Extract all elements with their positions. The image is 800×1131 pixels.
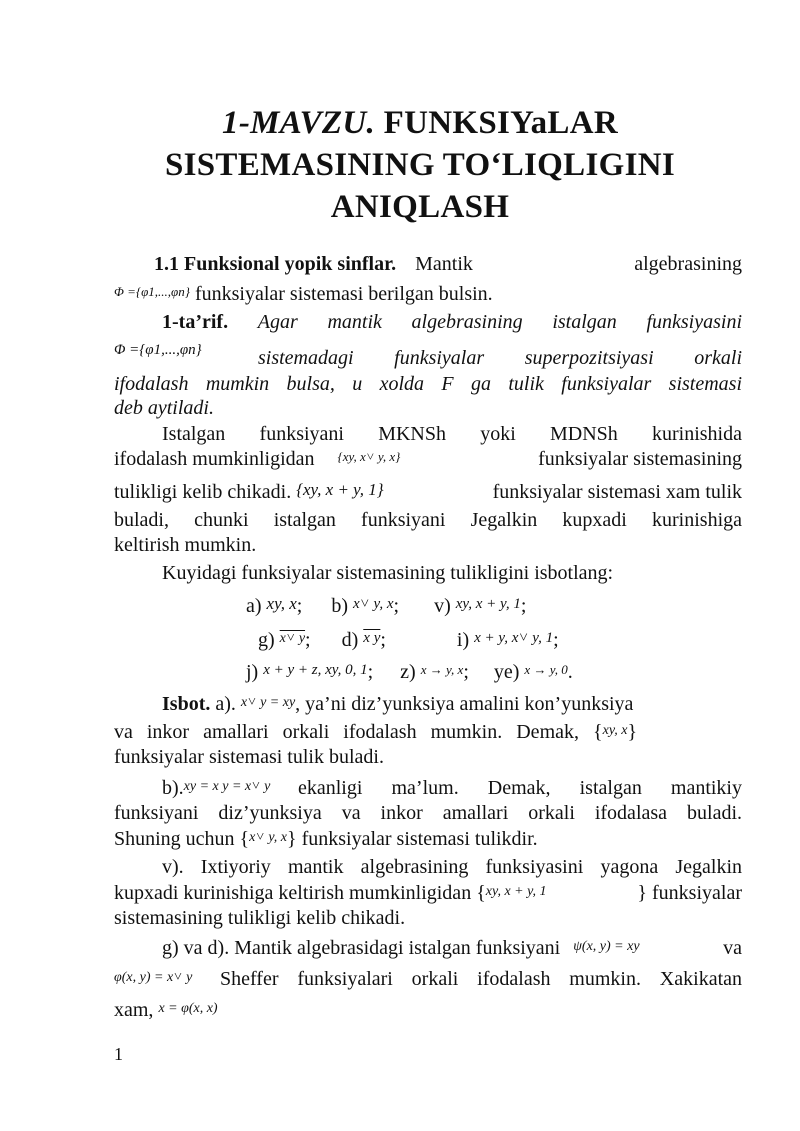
math-formula: {xy, x˅ y, x} [337, 449, 401, 464]
math-formula: Φ ={φ1,...,φn} [114, 284, 190, 299]
definition-line: deb aytiladi. [114, 397, 214, 419]
math-formula: x˅ y = xy [240, 695, 296, 710]
text-line: Istalgan funksiyani MKNSh yoki MDNSh kurinishida [162, 423, 742, 445]
text-line: Kuyidagi funksiyalar sistemasining tulikligini isbotlang: [162, 562, 614, 584]
math-formula: φ(x, y) = x˅ y [114, 970, 193, 985]
exercise-row: g) $^{x˅ y}$; d) $^{x y}$; i) $^{x + y, x˅ y, 1}$; [258, 629, 559, 651]
math-formula: ψ(x, y) = xy [573, 939, 640, 954]
title-line3: ANIQLASH [330, 189, 510, 225]
text-line: b).$^{xy = x y = x˅ y}$ ekanligi ma’lum. Demak, istalgan mantikiy [162, 777, 742, 799]
page-number: 1 [114, 1044, 123, 1064]
definition-label: 1-ta’rif. [162, 311, 229, 333]
text-line: sistemasining tulikligi kelib chikadi. [114, 907, 406, 929]
exercise-row: j) $^{x + y + z, xy, 0, 1}$; z) $^{x \to y, x}$; ye) $^{x \to y, 0}$. [246, 661, 573, 683]
text-line: tulikligi kelib chikadi. {xy, x + y, 1} funksiyalar sistemasi xam tulik [114, 480, 742, 503]
math-formula: Φ ={φ1,...,φn} [114, 342, 202, 358]
exercise-row: a) xy, x; b) $^{x˅ y, x}$; v) $^{xy, x + y, 1}$; [246, 594, 527, 617]
title-line2: SISTEMASINING TO‘LIQLIGINI [164, 147, 675, 183]
title-number: 1-MAVZU. [222, 105, 376, 141]
definition-line: 1-ta’rif. Agar mantik algebrasining istalgan funksiyasini [162, 311, 743, 333]
section-heading: 1.1 Funksional yopik sinflar. [154, 253, 397, 275]
text-line: $^{\varphi(x, y) = x˅ y}$ Sheffer funksiyalari orkali ifodalash mumkin. Xakikatan [114, 968, 742, 990]
text-line: buladi, chunki istalgan funksiyani Jegalkin kupxadi kurinishiga [114, 509, 742, 531]
page-title [100, 102, 740, 228]
text-line: xam, $^{x = \varphi(x, x)}$ [114, 999, 218, 1021]
text-line: Shuning uchun {$^{x˅ y, x}$} funksiyalar sistemasi tulikdir. [114, 828, 538, 850]
math-formula: {xy, x + y, 1} [296, 480, 384, 499]
text-line: kupxadi kurinishiga keltirish mumkinligidan {$^{xy, x + y, 1}$ } funksiyalar [114, 882, 742, 904]
text-line: va inkor amallari orkali ifodalash mumkin. Demak, {$^{xy, x}$} [114, 721, 638, 743]
text-line: funksiyani diz’yunksiya va inkor amallari orkali ifodalasa buladi. [114, 802, 742, 824]
definition-line: $^{\Phi =\{\varphi 1,...,\varphi n\}}$ sistemadagi funksiyalar superpozitsiyasi orkali [114, 342, 742, 369]
math-formula: x = φ(x, x) [158, 1001, 218, 1016]
definition-line: ifodalash mumkin bulsa, u xolda F ga tulik funksiyalar sistemasi [114, 373, 742, 395]
text-line: g) va d). Mantik algebrasidagi istalgan funksiyani $^{\psi(x, y) = xy}$ va [162, 937, 742, 959]
text-line: v). Ixtiyoriy mantik algebrasining funksiyasini yagona Jegalkin [162, 856, 742, 878]
math-formula: xy = x y = x˅ y [183, 779, 271, 794]
text-line: $^{\Phi =\{\varphi 1,...,\varphi n\}}$ funksiyalar sistemasi berilgan bulsin. [114, 283, 493, 305]
proof-line: Isbot. a). $^{x˅ y = xy}$, ya’ni diz’yunksiya amalini kon’yunksiya [162, 693, 634, 715]
section-heading-line: 1.1 Funksional yopik sinflar. Mantik algebrasining [154, 253, 742, 275]
text-line: keltirish mumkin. [114, 534, 257, 556]
title-line1: FUNKSIYaLAR [375, 105, 618, 141]
proof-label: Isbot. [162, 693, 211, 715]
text-line: ifodalash mumkinligidan $^{\{xy, x˅ y, x\}}$ funksiyalar sistemasining [114, 448, 742, 470]
text-line: funksiyalar sistemasi tulik buladi. [114, 746, 384, 768]
